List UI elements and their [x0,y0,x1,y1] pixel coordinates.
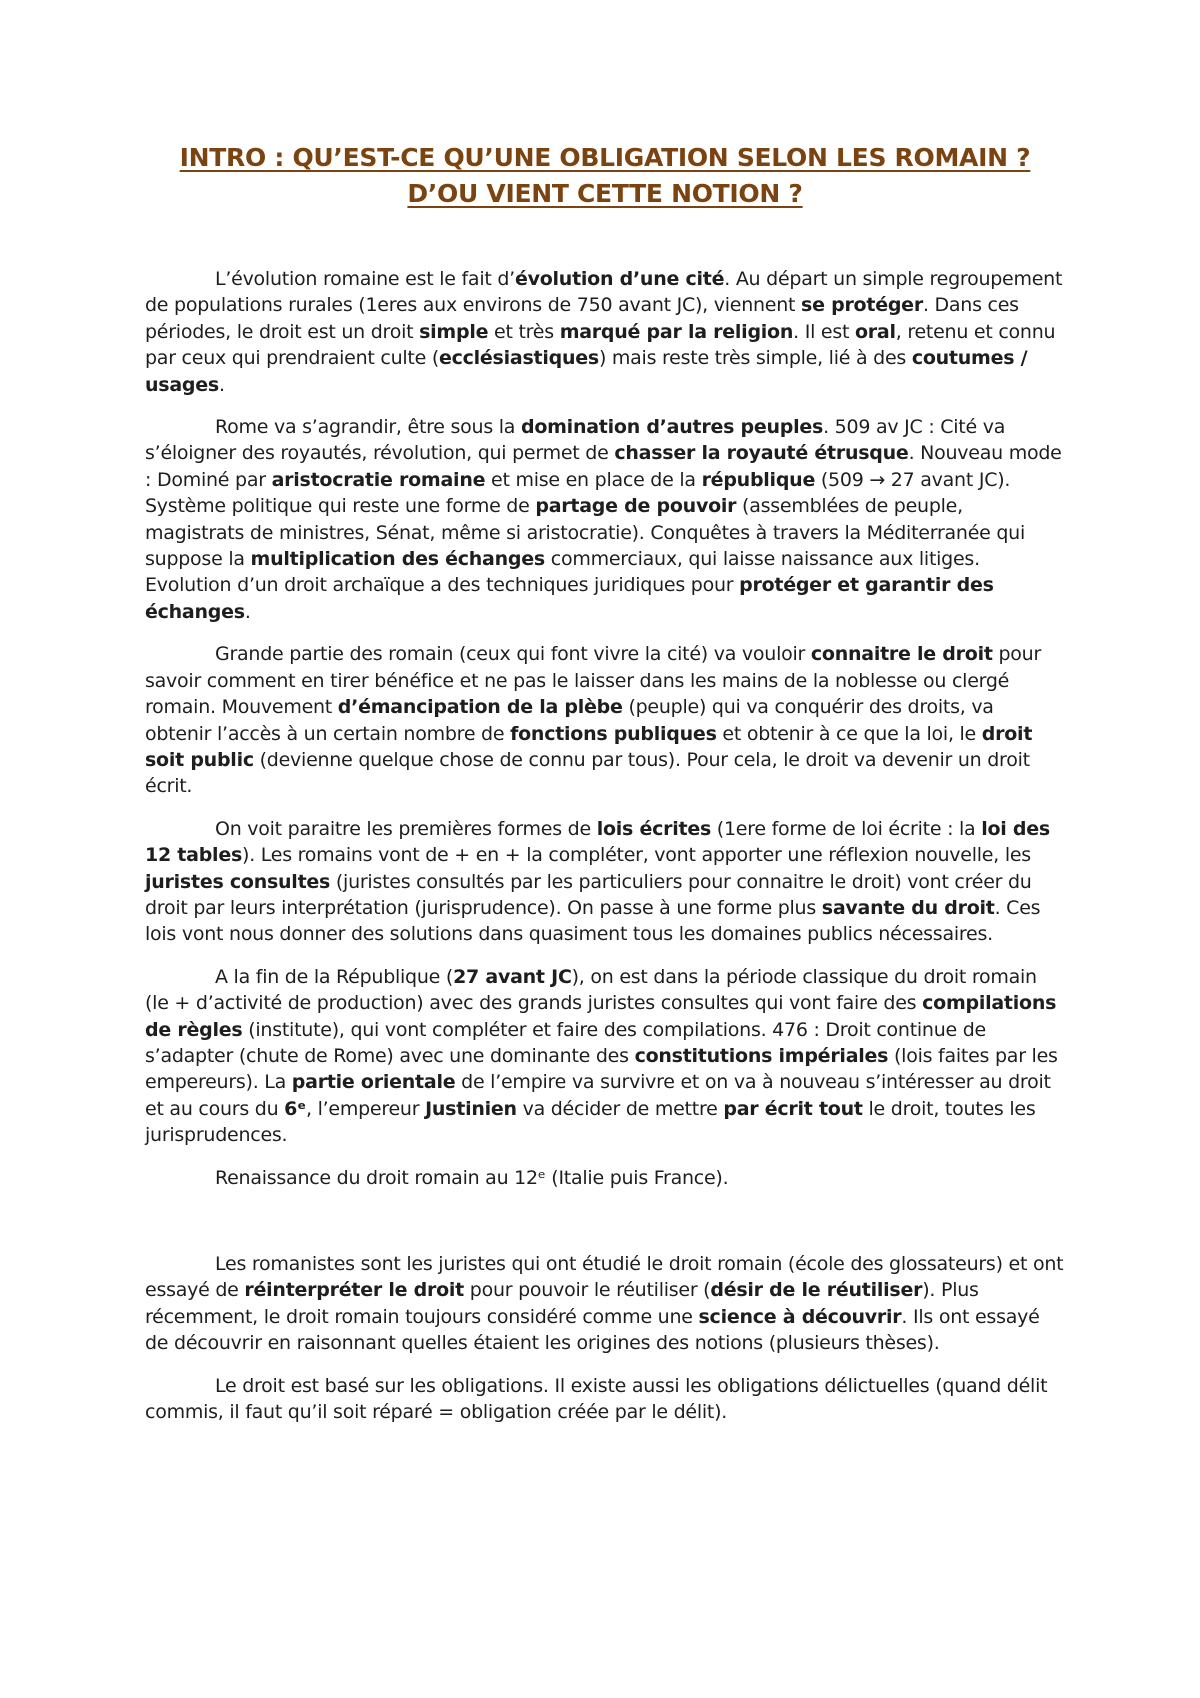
bold-text: ecclésiastiques [439,347,599,370]
text-run: , l’empereur [306,1097,426,1120]
paragraph-2 [145,414,1065,625]
bold-text: coutumes / usages [145,347,1028,396]
bold-text: par écrit tout [723,1097,863,1120]
text-run: . Dans ces périodes, le droit est un droit [145,294,1019,343]
bold-text: connaitre le droit [810,643,993,666]
bold-text: lois écrites [596,817,712,840]
bold-text: droit soit public [145,722,1033,771]
title-line-1: INTRO : QU’EST-CE QU’UNE OBLIGATION SELON LES ROMAIN ? [179,143,1031,172]
text-run: Rome va s’agrandir, être sous la [215,416,521,439]
text-run: ) mais reste très simple, lié à des [598,347,912,370]
bold-text: 27 avant JC [453,965,572,988]
bold-text: Justinien [425,1097,517,1120]
bold-text: chasser la royauté étrusque [614,442,909,465]
bold-text: juristes consultes [145,870,331,893]
bold-text: se protéger [801,294,923,317]
text-run: pour savoir comment en tirer bénéfice et ne pas le laisser dans les mains de la noblesse ou clergé romain. Mouvement [145,643,1042,719]
text-run: (1ere forme de loi écrite : la [711,817,982,840]
paragraph-1 [145,266,1065,398]
bold-text: partie orientale [291,1071,456,1094]
text-run: . Ils ont essayé de découvrir en raisonnant quelles étaient les origines des notions (plusieurs thèses). [145,1305,1040,1355]
text-run: commerciaux, qui laisse naissance aux litiges. Evolution d’un droit archaïque a des techniques juridiques pour [145,548,980,597]
text-run: va décider de mettre [516,1097,724,1120]
bold-text: fonctions publiques [510,722,717,745]
text-run: Renaissance du droit romain au 12ᵉ (Italie puis France). [215,1166,729,1189]
text-run: (devienne quelque chose de connu par tous). Pour cela, le droit va devenir un droit écrit. [145,748,1030,798]
text-run: Les romanistes sont les juristes qui ont étudié le droit romain (école des glossateurs) et ont essayé de [145,1253,1064,1302]
text-run: et mise en place de la [485,468,702,491]
bold-text: d’émancipation de la plèbe [337,696,623,719]
text-run: (assemblées de peuple, magistrats de ministres, Sénat, même si aristocratie). Conquêtes à travers la Méditerranée qui suppose la [145,495,1025,571]
text-run: pour pouvoir le réutiliser ( [463,1279,711,1302]
text-run: . Nouveau mode : Dominé par [145,442,1062,491]
text-run: . [244,600,251,623]
text-run: et obtenir à ce que la loi, le [716,722,982,745]
bold-text: aristocratie romaine [271,468,486,491]
text-run: On voit paraitre les premières formes de [215,817,597,840]
bold-text: savante du droit [821,896,995,919]
text-run: . Il est [793,320,855,343]
paragraph-4 [145,816,1065,948]
text-run: . 509 av JC : Cité va s’éloigner des royautés, révolution, qui permet de [145,416,1006,465]
text-run: et très [488,320,560,343]
paragraph-5 [145,964,1065,1149]
text-run: ), on est dans la période classique du droit romain (le + d’activité de production) avec des grands juristes consultes qui vont faire des [145,965,1037,1015]
bold-text: désir de le réutiliser [710,1279,923,1302]
bold-text: loi des 12 tables [145,817,1050,867]
title-line-2: D’OU VIENT CETTE NOTION ? [407,179,803,208]
text-run: A la fin de la République ( [215,965,454,988]
bold-text: multiplication des échanges [250,548,545,571]
text-run: ). Plus récemment, le droit romain toujours considéré comme une [145,1279,979,1328]
paragraph-6 [145,1165,1065,1191]
text-run: (lois faites par les empereurs). La [145,1044,1058,1094]
text-run: . [218,373,225,396]
text-run: (peuple) qui va conquérir des droits, va obtenir l’accès à un certain nombre de [145,696,994,745]
paragraph-3 [145,641,1065,799]
text-run: L’évolution romaine est le fait d’ [215,268,515,290]
text-run: Le droit est basé sur les obligations. Il existe aussi les obligations délictuelles (quand délit commis, il faut qu’il soit réparé = obligation créée par le délit). [145,1374,1048,1424]
bold-text: république [701,468,816,491]
text-run: , retenu et connu par ceux qui prendraient culte ( [145,320,1056,370]
bold-text: simple [419,320,489,343]
text-run: ). Les romains vont de + en + la compléter, vont apporter une réflexion nouvelle, les [242,844,1031,867]
text-run: . Au départ un simple regroupement de populations rurales (1eres aux environs de 750 avant JC), viennent [145,268,1063,317]
text-run: (juristes consultés par les particuliers pour connaitre le droit) vont créer du droit par leurs interprétation (jurisprudence). On passe à une forme plus [145,870,1032,919]
bold-text: constitutions impériales [634,1044,889,1067]
text-run: (509 → 27 avant JC). Système politique qui reste une forme de [145,468,1011,518]
bold-text: marqué par la religion [559,320,794,343]
document-title [145,140,1065,212]
paragraph-7 [145,1251,1065,1357]
bold-text: oral [854,320,896,343]
text-run: le droit, toutes les jurisprudences. [145,1097,1036,1147]
text-run: (institute), qui vont compléter et faire des compilations. 476 : Droit continue de s’adapter (chute de Rome) avec une dominante des [145,1018,986,1067]
bold-text: science à découvrir [698,1305,902,1328]
bold-text: évolution d’une cité [514,268,725,290]
document-page [145,140,1065,1441]
bold-text: 6ᵉ [284,1097,306,1120]
bold-text: partage de pouvoir [535,495,737,518]
bold-text: domination d’autres peuples [520,416,824,439]
bold-text: réinterpréter le droit [244,1279,464,1302]
text-run: Grande partie des romain (ceux qui font vivre la cité) va vouloir [215,643,811,666]
text-run: de l’empire va survivre et on va à nouveau s’intéresser au droit et au cours du [145,1071,1051,1120]
paragraph-8 [145,1373,1065,1426]
text-run: . Ces lois vont nous donner des solutions dans quasiment tous les domaines publics nécessaires. [145,896,1041,946]
bold-text: protéger et garantir des échanges [145,574,994,623]
bold-text: compilations de règles [145,992,1057,1041]
